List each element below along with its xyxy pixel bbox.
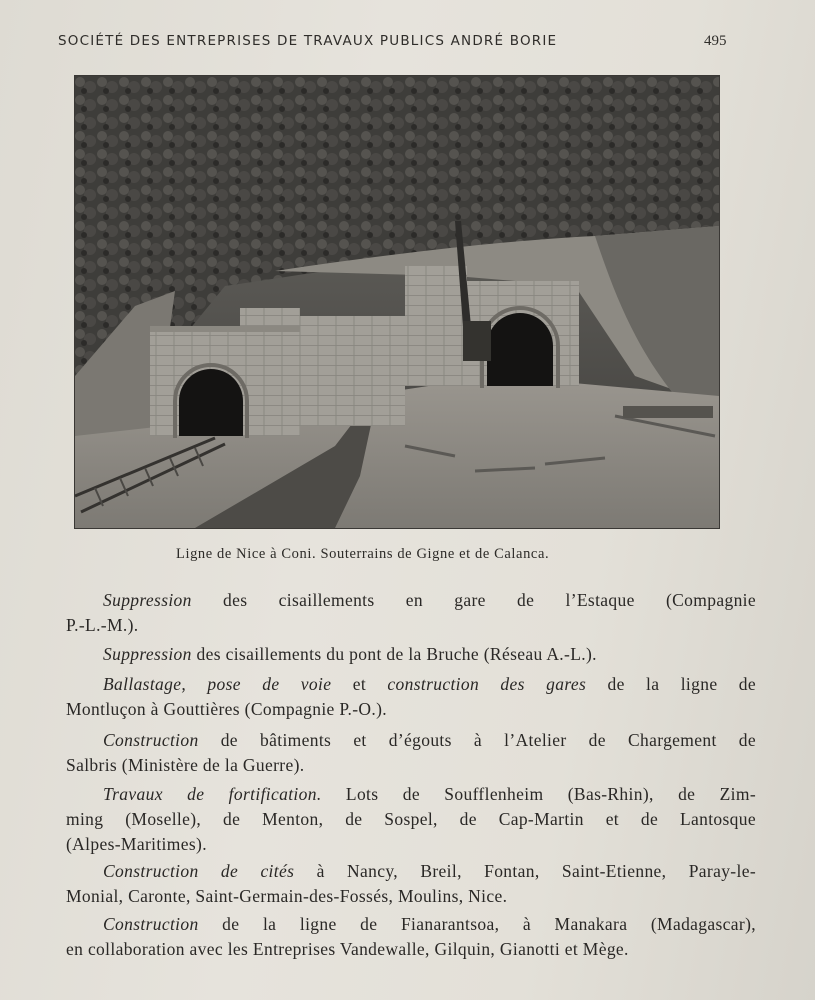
- paragraph-5-line-2: ming (Moselle), de Menton, de Sospel, de Cap-Martin et de Lantosque: [66, 809, 756, 829]
- running-title: SOCIÉTÉ DES ENTREPRISES DE TRAVAUX PUBLICS ANDRÉ BORIE: [58, 33, 558, 49]
- paragraph-5-line-3: (Alpes-Maritimes).: [66, 834, 207, 854]
- paragraph-3-connector: et: [331, 674, 388, 694]
- paragraph-7-line-1: de la ligne de Fianarantsoa, à Manakara (Madagascar),: [198, 914, 756, 934]
- paragraph-6: [66, 859, 756, 909]
- paragraph-7-line-2: en collaboration avec les Entreprises Vandewalle, Gilquin, Gianotti et Mège.: [66, 939, 629, 959]
- paragraph-4-line-2: Salbris (Ministère de la Guerre).: [66, 755, 305, 775]
- paragraph-5: [66, 782, 756, 857]
- figure-caption: Ligne de Nice à Coni. Souterrains de Gigne et de Calanca.: [176, 546, 550, 562]
- paragraph-4-line-1: de bâtiments et d’égouts à l’Atelier de Chargement de: [198, 730, 756, 750]
- paragraph-4-emphasis: Construction: [103, 730, 199, 750]
- paragraph-7-emphasis: Construction: [103, 914, 199, 934]
- paragraph-5-line-1: Lots de Soufflenheim (Bas-Rhin), de Zim-: [321, 784, 756, 804]
- paragraph-6-emphasis: Construction de cités: [103, 861, 295, 881]
- paragraph-3-emphasis: Ballastage, pose de voie: [103, 674, 332, 694]
- paragraph-1-line-2: P.-L.-M.).: [66, 615, 139, 635]
- paragraph-6-line-1: à Nancy, Breil, Fontan, Saint-Etienne, Paray-le-: [294, 861, 756, 881]
- paragraph-5-emphasis: Travaux de fortification.: [103, 784, 322, 804]
- paragraph-4: [66, 728, 756, 778]
- paragraph-1: [66, 588, 756, 638]
- paragraph-1-line-1: des cisaillements en gare de l’Estaque (Compagnie: [191, 590, 756, 610]
- paragraph-3: [66, 672, 756, 722]
- paragraph-1-emphasis: Suppression: [103, 590, 192, 610]
- tunnel-photograph: [74, 75, 720, 529]
- paragraph-7: [66, 912, 756, 962]
- paragraph-2-emphasis: Suppression: [103, 644, 192, 664]
- paragraph-2-line-1: des cisaillements du pont de la Bruche (Réseau A.-L.).: [191, 644, 597, 664]
- paragraph-3-emphasis-2: construction des gares: [387, 674, 587, 694]
- page-number: 495: [704, 33, 727, 49]
- paragraph-3-line-1: de la ligne de: [586, 674, 757, 694]
- paragraph-2: [66, 642, 756, 667]
- paragraph-3-line-2: Montluçon à Gouttières (Compagnie P.-O.).: [66, 699, 388, 719]
- running-head: [58, 33, 738, 55]
- paragraph-6-line-2: Monial, Caronte, Saint-Germain-des-Fossés, Moulins, Nice.: [66, 886, 508, 906]
